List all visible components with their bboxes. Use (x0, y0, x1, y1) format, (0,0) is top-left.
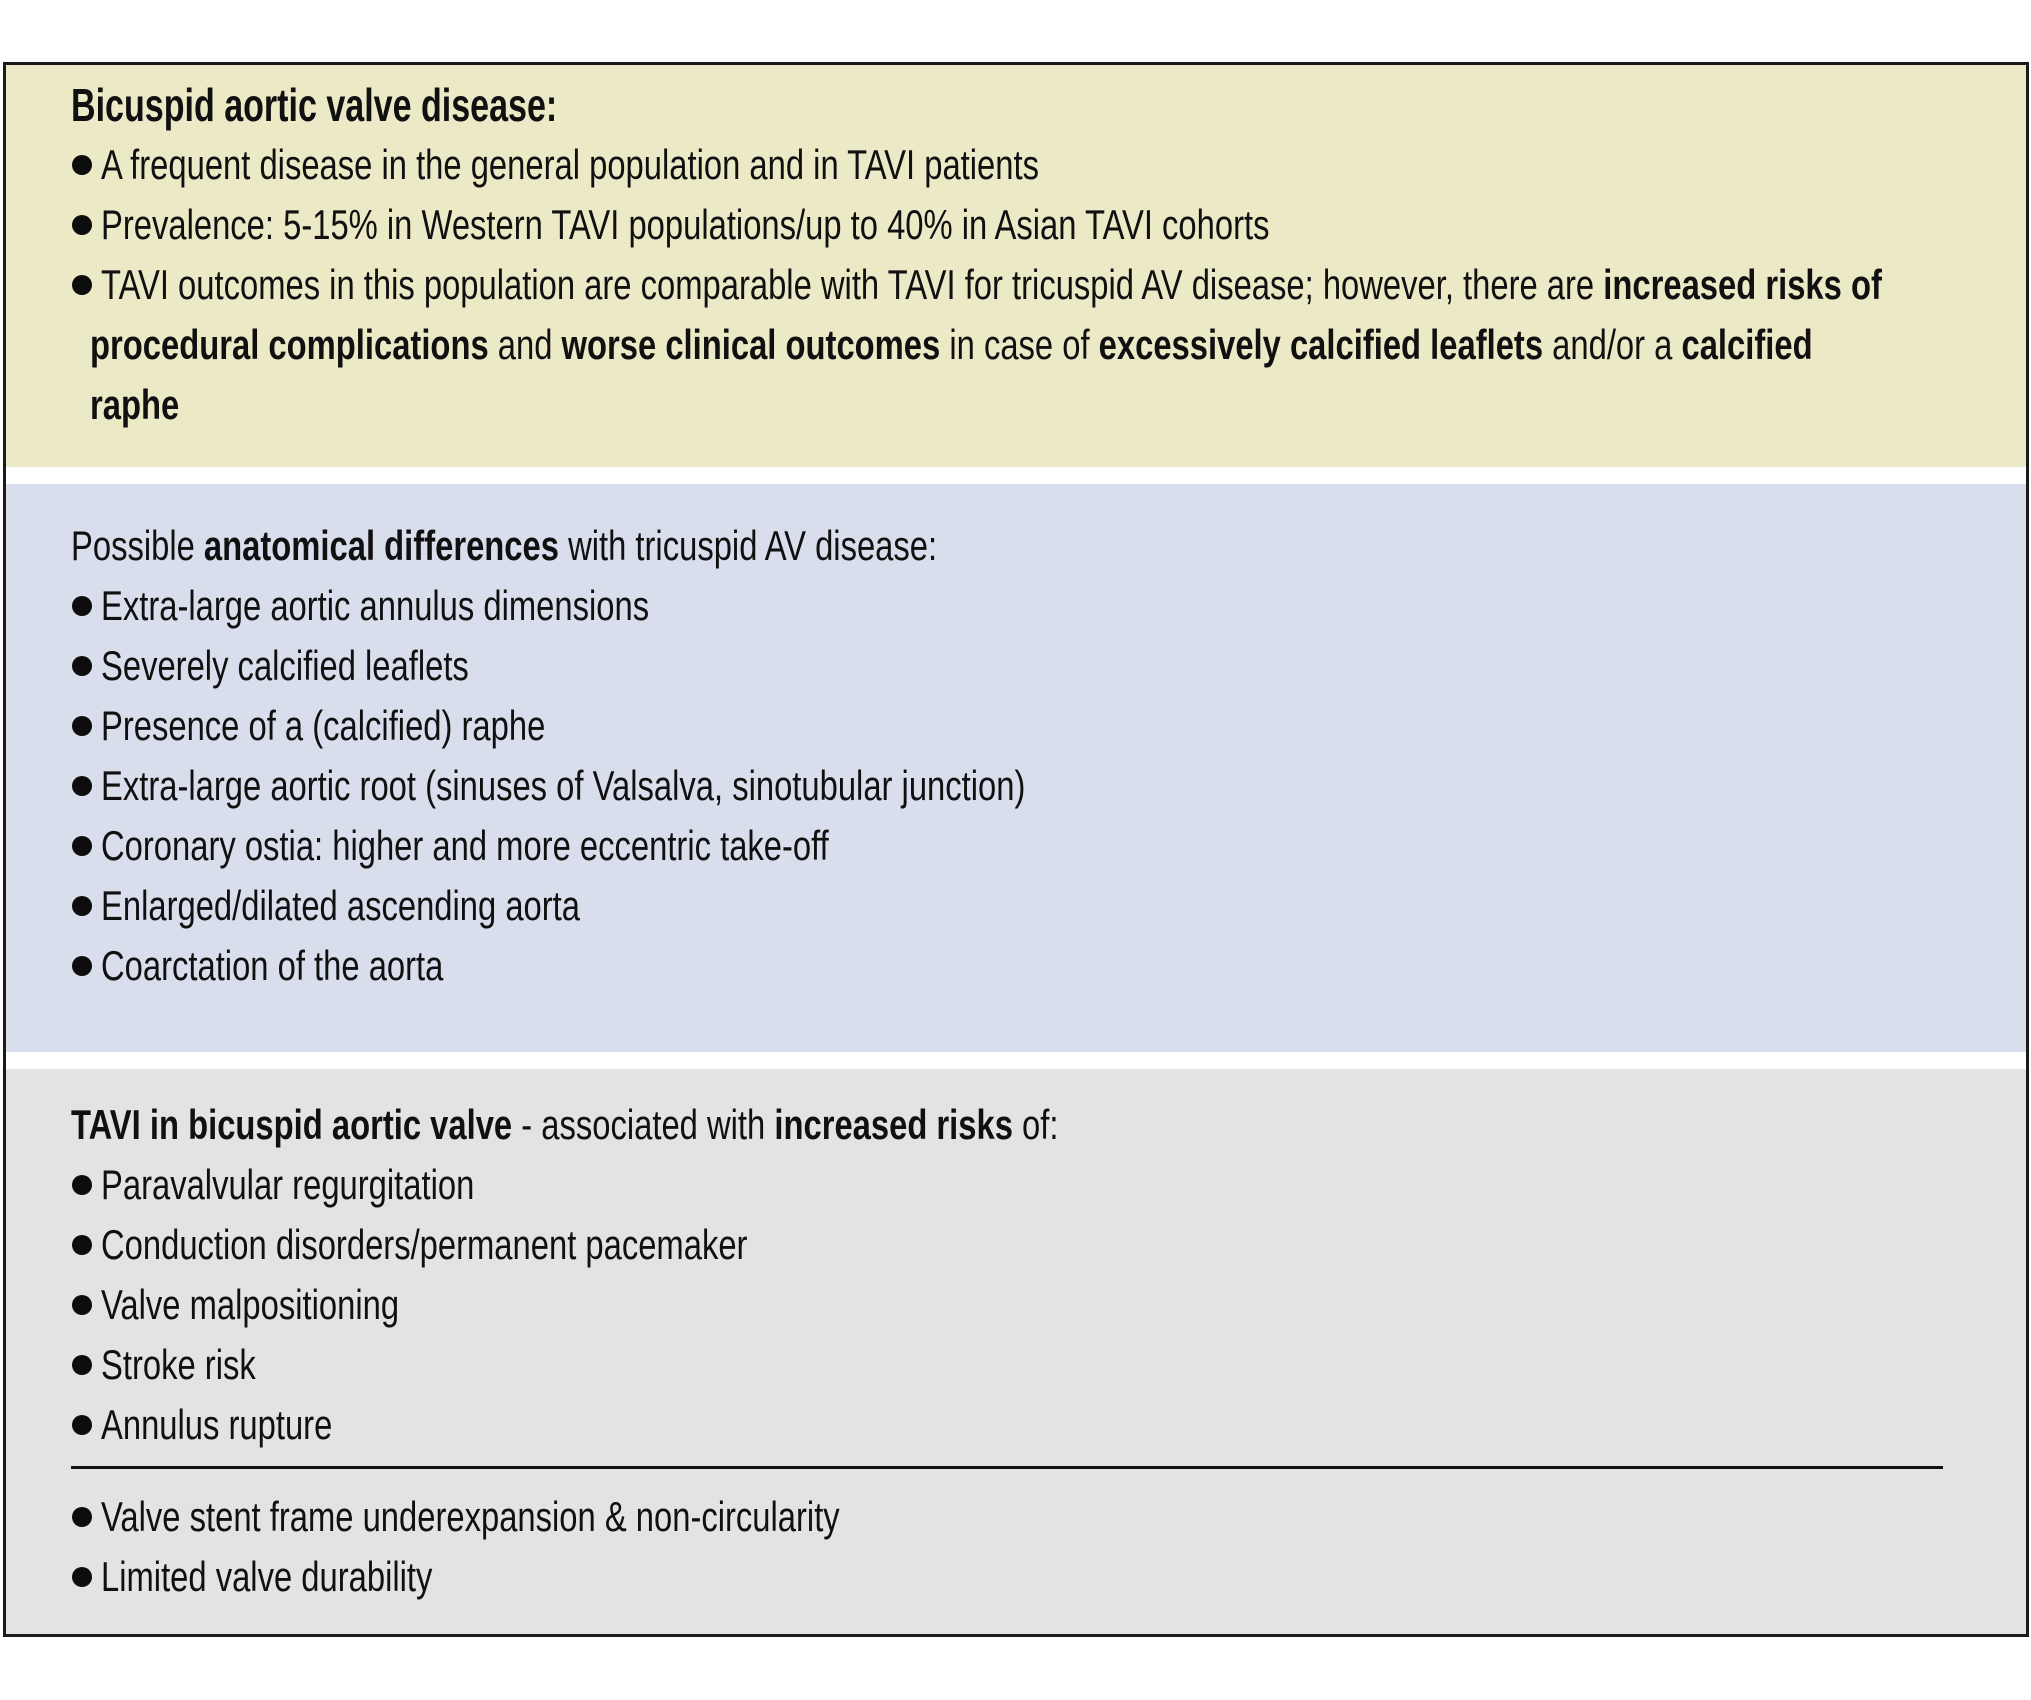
text-segment: and (488, 321, 562, 368)
bold-text-segment: worse clinical outcomes (561, 321, 941, 368)
text-segment: Possible (71, 522, 204, 569)
line-text (90, 375, 179, 435)
text-segment: Paravalvular regurgitation (101, 1161, 475, 1208)
line-text (101, 816, 829, 876)
section-gap (6, 1052, 2026, 1069)
list-item (6, 1487, 2026, 1547)
section-header (6, 1095, 2026, 1155)
line-text (101, 135, 1039, 195)
line-text (101, 1547, 432, 1607)
text-segment: A frequent disease in the general population and in TAVI patients (101, 141, 1039, 188)
line-text (71, 1095, 1058, 1155)
bold-text-segment: procedural complications (90, 321, 489, 368)
text-segment: Stroke risk (101, 1341, 256, 1388)
line-text (101, 195, 1269, 255)
line-text (101, 1275, 399, 1335)
text-segment: Extra-large aortic annulus dimensions (101, 582, 650, 629)
text-segment: Extra-large aortic root (sinuses of Valsalva, sinotubular junction) (101, 762, 1026, 809)
section-title (6, 75, 2026, 135)
line-text (101, 1335, 256, 1395)
list-item (6, 1547, 2026, 1607)
text-segment: Conduction disorders/permanent pacemaker (101, 1221, 748, 1268)
section-anatomical-differences (6, 484, 2026, 1052)
bold-text-segment: excessively calcified leaflets (1098, 321, 1544, 368)
list-item (6, 576, 2026, 636)
list-item-continuation (6, 375, 2026, 435)
line-text (101, 1395, 332, 1455)
section-bicuspid-aortic-valve-disease (6, 65, 2026, 467)
line-text (101, 255, 1882, 315)
list-item (6, 135, 2026, 195)
line-text (101, 636, 469, 696)
text-segment: Limited valve durability (101, 1553, 433, 1600)
list-item-continuation (6, 315, 2026, 375)
line-text (101, 1155, 474, 1215)
text-segment: Valve stent frame underexpansion & non-circularity (101, 1493, 840, 1540)
line-text (90, 315, 1813, 375)
text-segment: Prevalence: 5-15% in Western TAVI populations/up to 40% in Asian TAVI cohorts (101, 201, 1270, 248)
section-gap (6, 467, 2026, 484)
text-segment: of: (1012, 1101, 1059, 1148)
text-segment: Coarctation of the aorta (101, 942, 444, 989)
bold-text-segment: anatomical differences (203, 522, 559, 569)
list-item (6, 255, 2026, 315)
text-segment: Presence of a (calcified) raphe (101, 702, 546, 749)
list-item (6, 816, 2026, 876)
text-segment: Annulus rupture (101, 1401, 333, 1448)
bold-text-segment: raphe (90, 381, 180, 428)
bold-text-segment: calcified (1681, 321, 1813, 368)
line-text (101, 576, 649, 636)
bold-text-segment: increased risks of (1603, 261, 1882, 308)
list-item (6, 1395, 2026, 1455)
line-text (101, 696, 545, 756)
list-item (6, 636, 2026, 696)
text-segment: and/or a (1543, 321, 1682, 368)
list-item (6, 936, 2026, 996)
line-text (101, 936, 443, 996)
section-divider (71, 1466, 1943, 1469)
text-segment: in case of (940, 321, 1099, 368)
text-segment: with tricuspid AV disease: (558, 522, 938, 569)
list-item (6, 1335, 2026, 1395)
list-item (6, 1155, 2026, 1215)
list-item (6, 876, 2026, 936)
text-segment: Severely calcified leaflets (101, 642, 469, 689)
line-text (71, 75, 557, 135)
list-item (6, 756, 2026, 816)
bold-text-segment: Bicuspid aortic valve disease: (71, 79, 558, 131)
line-text (71, 516, 937, 576)
list-item (6, 1275, 2026, 1335)
line-text (101, 1487, 840, 1547)
section-tavi-increased-risks (6, 1069, 2026, 1634)
list-item (6, 1215, 2026, 1275)
line-text (101, 876, 580, 936)
list-item (6, 696, 2026, 756)
text-segment: Enlarged/dilated ascending aorta (101, 882, 581, 929)
line-text (101, 756, 1025, 816)
text-segment: Valve malpositioning (101, 1281, 400, 1328)
bold-text-segment: TAVI in bicuspid aortic valve (71, 1101, 513, 1148)
text-segment: Coronary ostia: higher and more eccentric take-off (101, 822, 829, 869)
line-text (101, 1215, 747, 1275)
info-table (3, 62, 2029, 1637)
text-segment: - associated with (512, 1101, 775, 1148)
list-item (6, 195, 2026, 255)
bold-text-segment: increased risks (774, 1101, 1013, 1148)
text-segment: TAVI outcomes in this population are comparable with TAVI for tricuspid AV disease; however, there are (101, 261, 1604, 308)
section-header (6, 516, 2026, 576)
